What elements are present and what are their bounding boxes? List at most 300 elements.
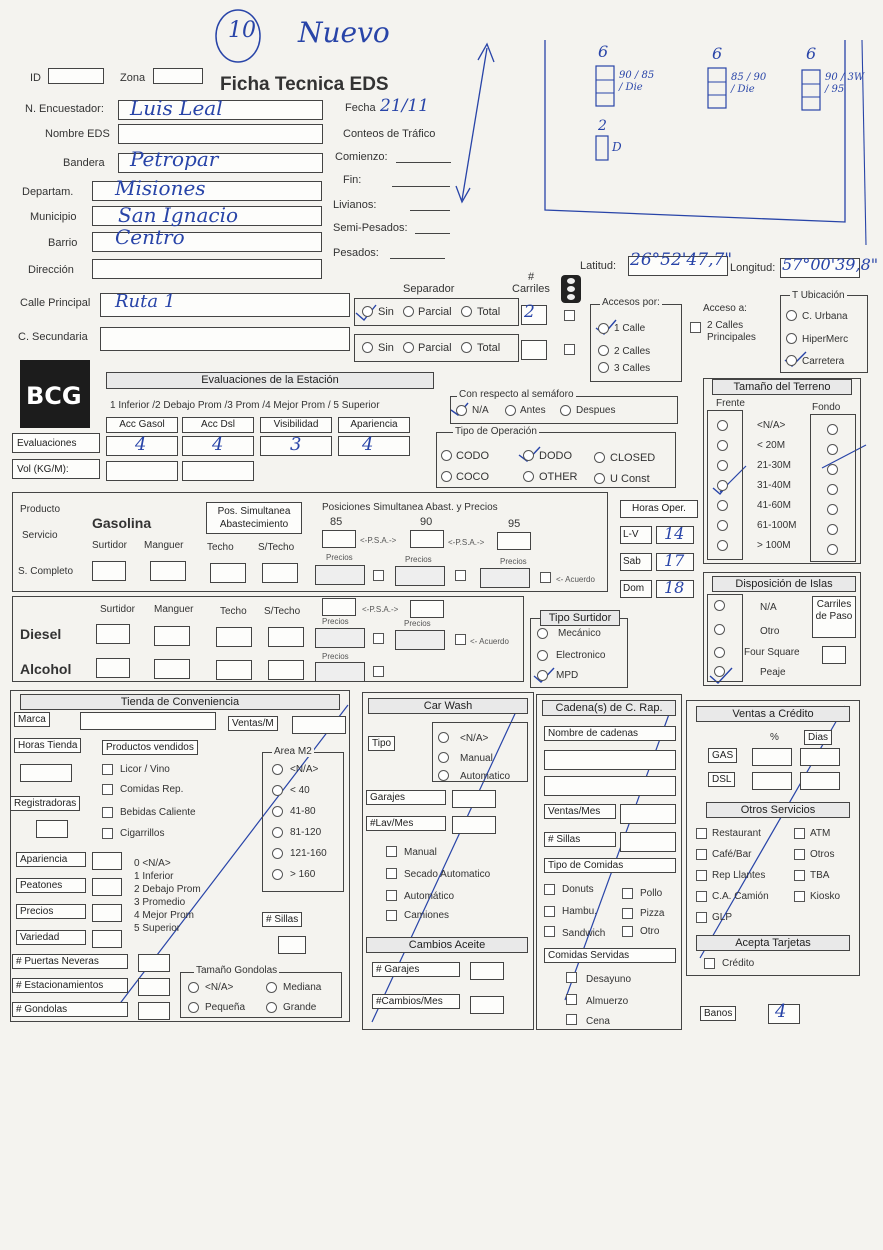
islas-peaje: Peaje [760,667,786,678]
sep2-total: Total [477,342,501,354]
terreno-row-label: <N/A> [757,420,786,431]
otros-check[interactable] [794,849,805,860]
col-surtidor: Surtidor [92,540,128,551]
prod-comidas-check[interactable] [102,784,113,795]
islas-na-radio[interactable] [714,600,725,611]
surtidor-elec: Electronico [556,650,606,661]
semaforo-na-radio[interactable] [456,405,467,416]
surtidor-mpd: MPD [556,670,579,681]
ubicacion-2-radio[interactable] [786,333,797,344]
pesados-line[interactable] [390,258,445,259]
otros-check[interactable] [696,828,707,839]
op-codo-radio[interactable] [441,450,452,461]
puertas-field[interactable] [138,954,170,972]
gond-pequena-radio[interactable] [188,1002,199,1013]
terreno-title: Tamaño del Terreno [712,379,852,395]
area-label: 121-160 [290,848,327,859]
pos-95-field[interactable] [497,532,531,550]
zona-label: Zona [120,72,146,84]
sep1-total: Total [477,306,501,318]
otros-item: Café/Bar [712,849,752,860]
horas-tienda-field[interactable] [20,764,72,782]
estac-field[interactable] [138,978,170,996]
islas-four: Four Square [744,647,800,658]
d-manguer[interactable] [154,626,190,646]
d-check-2[interactable] [455,634,466,645]
acceso-a-check[interactable] [690,322,701,333]
ubicacion-3-radio[interactable] [786,355,797,366]
islas-four-radio[interactable] [714,647,725,658]
aceite-cambios-field[interactable] [470,996,504,1014]
area-radio[interactable] [272,806,283,817]
tienda-eval-field[interactable] [92,852,122,870]
area-radio[interactable] [272,785,283,796]
surtidor-elec-radio[interactable] [537,650,548,661]
hw-sketch-values-2: 85 / 90 / Die [731,72,767,95]
fondo-radio[interactable] [827,524,838,535]
area-title: Area M2 [274,746,312,757]
fondo-radio[interactable] [827,444,838,455]
accesos-1-radio[interactable] [598,323,609,334]
fondo-radio[interactable] [827,544,838,555]
oct-95: 95 [508,518,521,530]
area-radio[interactable] [272,827,283,838]
sc-check-90[interactable] [455,570,466,581]
col-stecho: S/Techo [258,542,295,553]
eval-row-label-box [12,433,100,453]
tarjetas-title: Acepta Tarjetas [696,935,850,951]
registradoras-label: Registradoras [10,796,80,811]
sc-manguer[interactable] [150,561,186,581]
otros-check[interactable] [696,891,707,902]
terreno-row-label: < 20M [757,440,786,451]
gond-pequena: Pequeña [205,1002,246,1013]
ventas-label: Ventas/M [228,716,278,731]
cs-almuerzo: Almuerzo [586,996,629,1007]
aceite-cambios-label: #Cambios/Mes [372,994,460,1009]
cs-desayuno: Desayuno [586,974,632,985]
area-label: > 160 [290,869,316,880]
a-check[interactable] [373,666,384,677]
sc-surtidor[interactable] [92,561,126,581]
semaforo-despues-radio[interactable] [560,405,571,416]
zona-field[interactable] [153,68,203,84]
semi-label: Semi-Pesados: [333,222,408,234]
horas-lv-value: 14 [664,524,685,543]
aceite-garajes-field[interactable] [470,962,504,980]
col-techo: Techo [207,542,234,553]
ubicacion-3: Carretera [802,356,845,367]
a-stecho[interactable] [268,660,304,680]
ct-pizza-check[interactable] [622,908,633,919]
a-precio[interactable] [315,662,365,682]
fondo-radio[interactable] [827,504,838,515]
tienda-sillas-label: # Sillas [262,912,302,927]
op-coco-radio[interactable] [441,471,452,482]
carriles-paso: Carriles de Paso [812,596,856,638]
cs-almuerzo-check[interactable] [566,994,577,1005]
cw-manual-radio[interactable] [438,752,449,763]
d-pos-field-2[interactable] [410,600,444,618]
a-techo[interactable] [216,660,252,680]
livianos-line[interactable] [410,210,450,211]
sep2-parcial-radio[interactable] [403,342,414,353]
tarjetas-credito: Crédito [722,958,755,969]
cw-auto: Automatico [460,771,511,782]
csec-field[interactable] [100,327,350,351]
d-acuerdo: <- Acuerdo [470,637,509,646]
sep2-total-radio[interactable] [461,342,472,353]
sep1-parcial-radio[interactable] [403,306,414,317]
cw-c1-check[interactable] [386,846,397,857]
cw-c4: Camiones [404,910,450,921]
op-closed: CLOSED [610,452,656,464]
op-uconst: U Const [610,473,650,485]
cs-cena-check[interactable] [566,1014,577,1025]
otros-item: Rep Llantes [712,870,766,881]
semaforo-antes: Antes [520,405,546,416]
col-manguer: Manguer [144,540,184,551]
cadena-sillas-field[interactable] [620,832,676,852]
cw-auto-radio[interactable] [438,770,449,781]
fondo-radio[interactable] [827,464,838,475]
ct-otro: Otro [640,926,660,937]
d-pos-field-1[interactable] [322,598,356,616]
islas-otro: Otro [760,626,780,637]
registradoras-field[interactable] [36,820,68,838]
a-precios: Precios [322,652,349,661]
cadena-tipo-label: Tipo de Comidas [544,858,676,873]
cs-desayuno-check[interactable] [566,972,577,983]
tienda-sillas-field[interactable] [278,936,306,954]
gondolas-field[interactable] [138,1002,170,1020]
otros-check[interactable] [696,870,707,881]
gond-na: <N/A> [205,982,234,993]
estac-label: # Estacionamientos [12,978,128,993]
tienda-eval-field[interactable] [92,930,122,948]
pos-precios-label: Posiciones Simultanea Abast. y Precios [322,502,498,513]
eval-col-gasol: Acc Gasol [106,417,178,433]
municipio-value: San Ignacio [118,203,239,227]
pos-85-field[interactable] [322,530,356,548]
sc-precio-95[interactable] [480,568,530,588]
horas-sab-label: Sab [620,553,652,571]
nombre-eds-field[interactable] [118,124,323,144]
marca-field[interactable] [80,712,216,730]
sep1-parcial: Parcial [418,306,452,318]
gondolas-label: # Gondolas [12,1002,128,1017]
semaforo-title: Con respecto al semáforo [459,389,574,400]
departam-value: Misiones [115,176,206,200]
op-uconst-radio[interactable] [594,473,605,484]
cw-c4-check[interactable] [386,910,397,921]
fondo-radio[interactable] [827,484,838,495]
direccion-field[interactable] [92,259,322,279]
latitud-value: 26°52'47,7" [630,250,733,270]
cw-na-radio[interactable] [438,732,449,743]
terreno-row-label: 61-100M [757,520,797,531]
tienda-eval-field[interactable] [92,878,122,896]
aceite-title: Cambios Aceite [366,937,528,953]
hw-sketch-count-4: 2 [598,118,607,134]
tienda-scale-item: 5 Superior [134,923,181,934]
op-coco: COCO [456,471,489,483]
sep2-sin-radio[interactable] [362,342,373,353]
a-manguer[interactable] [154,659,190,679]
cw-c2-check[interactable] [386,868,397,879]
pesados-label: Pesados: [333,247,379,259]
credito-dias: Dias [804,730,832,745]
gond-grande-radio[interactable] [266,1002,277,1013]
carwash-title: Car Wash [368,698,528,714]
hw-sketch-count-2: 6 [712,44,723,63]
d-precios-2: Precios [404,619,431,628]
op-dodo-radio[interactable] [523,450,534,461]
sep1-sin-radio[interactable] [362,306,373,317]
fondo-radio[interactable] [827,424,838,435]
d-techo[interactable] [216,627,252,647]
otros-check[interactable] [696,849,707,860]
acceso-a-title: Acceso a: [703,303,747,314]
surtidor-title: Tipo Surtidor [540,610,620,626]
carriles-label: Carriles [512,283,550,295]
cw-lav-label: #Lav/Mes [366,816,446,831]
fin-label: Fin: [343,174,362,186]
ct-pollo-check[interactable] [622,888,633,899]
pos-sim-header: Pos. Simultanea Abastecimiento [206,502,302,534]
cw-garajes-field[interactable] [452,790,496,808]
ubicacion-1: C. Urbana [802,311,848,322]
aceite-garajes-label: # Garajes [372,962,460,977]
sc-check-85[interactable] [373,570,384,581]
sc-check-95[interactable] [540,572,551,583]
cadena-sillas-label: # Sillas [544,832,616,847]
encuestador-value: Luis Leal [130,96,223,120]
calle-label: Calle Principal [20,297,91,309]
tienda-eval-field[interactable] [92,904,122,922]
frente-radio[interactable] [717,480,728,491]
otros-check[interactable] [696,912,707,923]
credito-pct: % [770,732,779,743]
horas-sab-value: 17 [664,551,685,570]
credito-gas: GAS [708,748,737,763]
servicio-label: Servicio [22,530,58,541]
cadena-ventas-field[interactable] [620,804,676,824]
comienzo-line[interactable] [396,162,451,163]
gond-mediana: Mediana [283,982,322,993]
tienda-scale-item: 1 Inferior [134,871,174,882]
op-closed-radio[interactable] [594,452,605,463]
municipio-label: Municipio [30,211,77,223]
semaforo-despues: Despues [576,405,616,416]
credito-gas-dias[interactable] [800,748,840,766]
separador-check-2[interactable] [564,344,575,355]
d-precio-2[interactable] [395,630,445,650]
credito-dsl-pct[interactable] [752,772,792,790]
eval-gasol-value: 4 [135,434,147,455]
sc-stecho[interactable] [262,563,298,583]
id-field[interactable] [48,68,104,84]
cadena-ventas-label: Ventas/Mes [544,804,616,819]
d-col-techo: Techo [220,606,247,617]
tarjetas-credito-check[interactable] [704,958,715,969]
cs-cena: Cena [586,1016,610,1027]
accesos-2-radio[interactable] [598,345,609,356]
d-check-1[interactable] [373,633,384,644]
op-codo: CODO [456,450,489,462]
gasolina-label: Gasolina [92,515,152,531]
otros-check[interactable] [794,870,805,881]
frente-radio[interactable] [717,420,728,431]
area-radio[interactable] [272,764,283,775]
terreno-fondo: Fondo [812,402,841,413]
islas-title: Disposición de Islas [712,576,856,592]
op-other-radio[interactable] [523,471,534,482]
otros-item: ATM [810,828,831,839]
hw-sketch-values-4: D [612,140,622,154]
tienda-eval-label: Apariencia [16,852,86,867]
ct-donuts: Donuts [562,884,594,895]
livianos-label: Livianos: [333,199,377,211]
horas-lv-label: L-V [620,526,652,544]
sep2-sin: Sin [378,342,394,354]
banos-value: 4 [775,1001,787,1022]
tienda-eval-label: Variedad [16,930,86,945]
cadena-nombre-field-1[interactable] [544,750,676,770]
terreno-row-label: 41-60M [757,500,791,511]
islas-peaje-radio[interactable] [714,666,725,677]
separador-check-1[interactable] [564,310,575,321]
prod-comidas: Comidas Rep. [120,784,184,795]
ct-hambu-check[interactable] [544,906,555,917]
ct-otro-check[interactable] [622,926,633,937]
psa-2: <-P.S.A.-> [448,538,485,547]
evaluaciones-scale: 1 Inferior /2 Debajo Prom /3 Prom /4 Mejor Prom / 5 Superior [110,400,380,411]
precios-3: Precios [500,557,527,566]
gond-mediana-radio[interactable] [266,982,277,993]
op-other: OTHER [539,471,578,483]
frente-radio[interactable] [717,440,728,451]
hw-sketch-values-1: 90 / 85 / Die [619,70,655,93]
eval-apar-field[interactable] [338,436,410,456]
accesos-3-radio[interactable] [598,362,609,373]
area-radio[interactable] [272,869,283,880]
credito-dsl: DSL [708,772,735,787]
credito-gas-pct[interactable] [752,748,792,766]
productos-label: Productos vendidos [102,740,198,755]
carriles-value: 2 [524,302,535,322]
ubicacion-1-radio[interactable] [786,310,797,321]
gondola-title: Tamaño Gondolas [196,965,278,976]
sep1-total-radio[interactable] [461,306,472,317]
area-radio[interactable] [272,848,283,859]
ct-sandwich: Sandwich [562,928,606,939]
eval-col-apariencia: Apariencia [338,417,410,433]
otros-check[interactable] [794,828,805,839]
puertas-label: # Puertas Neveras [12,954,128,969]
cadena-nombre-field-2[interactable] [544,776,676,796]
form-title: Ficha Tecnica EDS [220,74,389,95]
vol-label-box [12,459,100,479]
frente-radio[interactable] [717,460,728,471]
oct-85: 85 [330,516,343,528]
semaforo-na: N/A [472,405,489,416]
otros-item: TBA [810,870,830,881]
sc-precio-90[interactable] [395,566,445,586]
semi-line[interactable] [415,233,450,234]
islas-radio-frame [707,594,743,682]
accesos-1: 1 Calle [614,323,646,334]
prod-cigarrillos: Cigarrillos [120,828,165,839]
latitud-label: Latitud: [580,260,617,272]
hw-sketch-count-3: 6 [806,44,817,63]
hw-sketch-count-1: 6 [598,42,609,61]
ct-sandwich-check[interactable] [544,926,555,937]
semaforo-antes-radio[interactable] [505,405,516,416]
otros-check[interactable] [794,891,805,902]
fecha-label: Fecha [345,102,376,114]
otros-item: C.A. Camión [712,891,769,902]
d-stecho[interactable] [268,627,304,647]
pos-90-field[interactable] [410,530,444,548]
cw-lav-field[interactable] [452,816,496,834]
fin-line[interactable] [392,186,450,187]
a-surtidor[interactable] [96,658,130,678]
banos-label: Banos [700,1006,736,1021]
precios-2: Precios [405,555,432,564]
vol-field-1[interactable] [106,461,178,481]
horas-dom-label: Dom [620,580,652,598]
sc-techo[interactable] [210,563,246,583]
fecha-value: 21/11 [380,96,429,116]
d-precio-1[interactable] [315,628,365,648]
credito-dsl-dias[interactable] [800,772,840,790]
comienzo-label: Comienzo: [335,151,388,163]
op-dodo: DODO [539,450,572,462]
islas-otro-radio[interactable] [714,624,725,635]
hw-sketch-values-3: 90 / 3W / 95 [825,72,865,95]
prod-bebidas-check[interactable] [102,807,113,818]
sep2-parcial: Parcial [418,342,452,354]
ventas-field[interactable] [292,716,346,734]
encuestador-label: N. Encuestador: [25,103,104,115]
sc-precio-85[interactable] [315,565,365,585]
prod-bebidas: Bebidas Caliente [120,807,196,818]
accesos-2: 2 Calles [614,346,651,357]
surtidor-mec-radio[interactable] [537,628,548,639]
cadena-title: Cadena(s) de C. Rap. [542,700,676,716]
carriles-field-2[interactable] [521,340,547,360]
frente-radio[interactable] [717,500,728,511]
cadena-nombre-label: Nombre de cadenas [544,726,676,741]
frente-radio[interactable] [717,540,728,551]
terreno-row-label: > 100M [757,540,791,551]
carriles-paso-field[interactable] [822,646,846,664]
frente-radio[interactable] [717,520,728,531]
d-surtidor[interactable] [96,624,130,644]
barrio-label: Barrio [48,237,78,249]
producto-label: Producto [20,504,61,515]
prod-licor-check[interactable] [102,764,113,775]
ct-donuts-check[interactable] [544,884,555,895]
gond-na-radio[interactable] [188,982,199,993]
horas-tienda-label: Horas Tienda [14,738,81,753]
surtidor-mpd-radio[interactable] [537,670,548,681]
vol-field-2[interactable] [182,461,254,481]
ubicacion-title: T Ubicación [792,290,845,301]
cw-c3-check[interactable] [386,890,397,901]
prod-cigarrillos-check[interactable] [102,828,113,839]
